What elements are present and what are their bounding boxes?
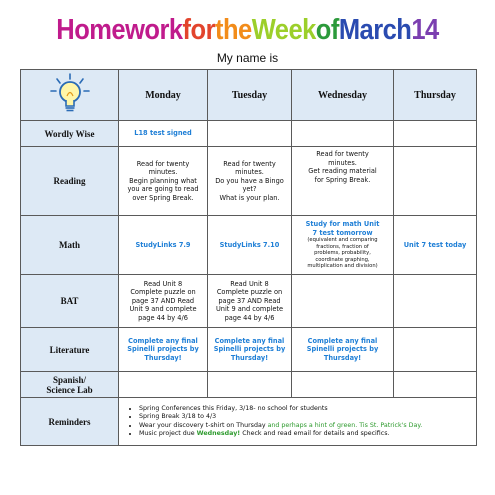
math-thursday: Unit 7 test today: [394, 216, 477, 275]
title-word: March: [338, 14, 412, 46]
reminder-item: [139, 422, 474, 430]
reading-wednesday-line: Get reading material: [308, 167, 377, 176]
bat-tuesday-line: page 44 by 4/6: [224, 313, 275, 322]
row-literature: [21, 328, 477, 372]
homework-table: [20, 69, 477, 446]
reminders-cell: [119, 398, 477, 446]
reading-monday-line: you are going to read: [127, 185, 199, 194]
bat-monday-line: Read Unit 8: [143, 279, 183, 288]
row-bat: [21, 275, 477, 328]
row-label-science-lab: Science Lab: [46, 384, 93, 395]
wordly-wednesday: [292, 121, 394, 147]
row-wordly-wise: [21, 121, 477, 147]
row-label-wordly-wise: Wordly Wise: [21, 121, 119, 147]
math-monday: StudyLinks 7.9: [119, 216, 208, 275]
math-tuesday: StudyLinks 7.10: [208, 216, 292, 275]
reminder-item: [139, 430, 474, 438]
bat-monday-line: page 44 by 4/6: [138, 313, 188, 322]
reading-monday-line: over Spring Break.: [132, 193, 194, 202]
math-wednesday-note: problems, probability,: [314, 250, 371, 257]
reading-wednesday-line: for Spring Break.: [314, 175, 371, 184]
bat-wednesday: [292, 275, 394, 328]
row-spanish-science: [21, 372, 477, 398]
math-wednesday-line: Study for math Unit: [305, 219, 380, 228]
reading-tuesday-line: Read for twenty: [223, 159, 276, 168]
lightbulb-icon: [48, 72, 92, 116]
spanish-monday: [119, 372, 208, 398]
reminder-text: Wear your discovery t-shirt on Thursday: [139, 421, 268, 429]
literature-tuesday-line: Thursday!: [230, 353, 269, 362]
literature-tuesday-line: Spinelli projects by: [213, 345, 286, 354]
row-reading: [21, 147, 477, 216]
literature-thursday: [394, 328, 477, 372]
table-header-row: [21, 70, 477, 121]
row-math: [21, 216, 477, 275]
row-label-math: Math: [21, 216, 119, 275]
reading-tuesday: [208, 147, 292, 216]
literature-wednesday-line: Spinelli projects by: [306, 345, 379, 354]
reminder-text: Music project due: [139, 429, 197, 437]
day-header-thursday: Thursday: [394, 70, 477, 121]
literature-monday-line: Complete any final: [128, 336, 198, 345]
row-label-bat: BAT: [21, 275, 119, 328]
literature-tuesday-line: Complete any final: [214, 336, 285, 345]
reading-monday-line: Read for twenty: [136, 159, 190, 168]
wordly-thursday: [394, 121, 477, 147]
row-label-reading: Reading: [21, 147, 119, 216]
literature-monday-line: Spinelli projects by: [127, 345, 199, 354]
reminder-text-green-bold: Wednesday!: [196, 429, 241, 437]
row-label-spanish-science: [21, 372, 119, 398]
row-label-reminders: Reminders: [21, 398, 119, 446]
title-word: 14: [411, 14, 439, 46]
bat-thursday: [394, 275, 477, 328]
math-wednesday-note: coordinate graphing,: [315, 256, 370, 263]
bat-monday-line: Unit 9 and complete: [129, 305, 197, 314]
literature-wednesday: [292, 328, 394, 372]
page-title: [30, 14, 466, 46]
math-wednesday-note: (equivalent and comparing: [307, 237, 378, 244]
reminder-item: • Spring Conferences this Friday, 3/18- no school for students: [139, 405, 474, 413]
reading-wednesday-line: minutes.: [328, 158, 357, 167]
wordly-monday: L18 test signed: [119, 121, 208, 147]
reading-wednesday: [292, 147, 394, 216]
spanish-thursday: [394, 372, 477, 398]
bat-tuesday-line: Complete puzzle on: [216, 288, 283, 297]
reminder-text: Check and read email for details and specifics.: [240, 429, 390, 437]
row-label-literature: Literature: [21, 328, 119, 372]
reading-thursday: [394, 147, 477, 216]
wordly-tuesday: [208, 121, 292, 147]
math-wednesday-note: multiplication and division): [307, 263, 378, 270]
math-wednesday: [292, 216, 394, 275]
title-word: Homework: [56, 14, 183, 46]
literature-monday: [119, 328, 208, 372]
day-header-wednesday: Wednesday: [292, 70, 394, 121]
lightbulb-cell: [21, 70, 119, 121]
reading-tuesday-line: minutes.: [235, 168, 264, 177]
bat-tuesday-line: page 37 AND Read: [218, 296, 281, 305]
reminder-item: • Spring Break 3/18 to 4/3: [139, 413, 474, 421]
title-word: Week: [251, 14, 316, 46]
bat-tuesday-line: Read Unit 8: [230, 279, 269, 288]
literature-tuesday: [208, 328, 292, 372]
title-word: the: [214, 14, 252, 46]
bat-tuesday: [208, 275, 292, 328]
day-header-tuesday: Tuesday: [208, 70, 292, 121]
reading-wednesday-line: Read for twenty: [316, 150, 369, 158]
literature-wednesday-line: Thursday!: [323, 353, 362, 362]
reminder-text-green: and perhaps a hint of green. Tis St. Patrick's Day.: [267, 421, 423, 429]
spanish-wednesday: [292, 372, 394, 398]
bat-monday-line: page 37 AND Read: [131, 296, 195, 305]
reading-monday-line: Begin planning what: [129, 176, 197, 185]
bat-monday-line: Complete puzzle on: [130, 288, 196, 297]
title-word: for: [182, 14, 215, 46]
row-label-spanish: Spanish/: [52, 374, 87, 385]
spanish-tuesday: [208, 372, 292, 398]
reading-monday-line: minutes.: [148, 168, 178, 177]
literature-monday-line: Thursday!: [144, 353, 182, 362]
title-word: of: [315, 14, 339, 46]
bat-tuesday-line: Unit 9 and complete: [215, 305, 284, 314]
day-header-monday: Monday: [119, 70, 208, 121]
reading-tuesday-line: Do you have a Bingo: [215, 176, 284, 185]
literature-wednesday-line: Complete any final: [307, 336, 378, 345]
row-reminders: [21, 398, 477, 446]
reading-tuesday-line: yet?: [242, 185, 257, 194]
math-wednesday-line: 7 test tomorrow: [312, 228, 373, 237]
reminders-list: [121, 405, 474, 439]
reading-tuesday-line: What is your plan.: [219, 193, 280, 202]
reading-monday: [119, 147, 208, 216]
math-wednesday-note: fractions, fraction of: [316, 243, 369, 250]
bat-monday: [119, 275, 208, 328]
name-line: My name is: [216, 51, 279, 65]
